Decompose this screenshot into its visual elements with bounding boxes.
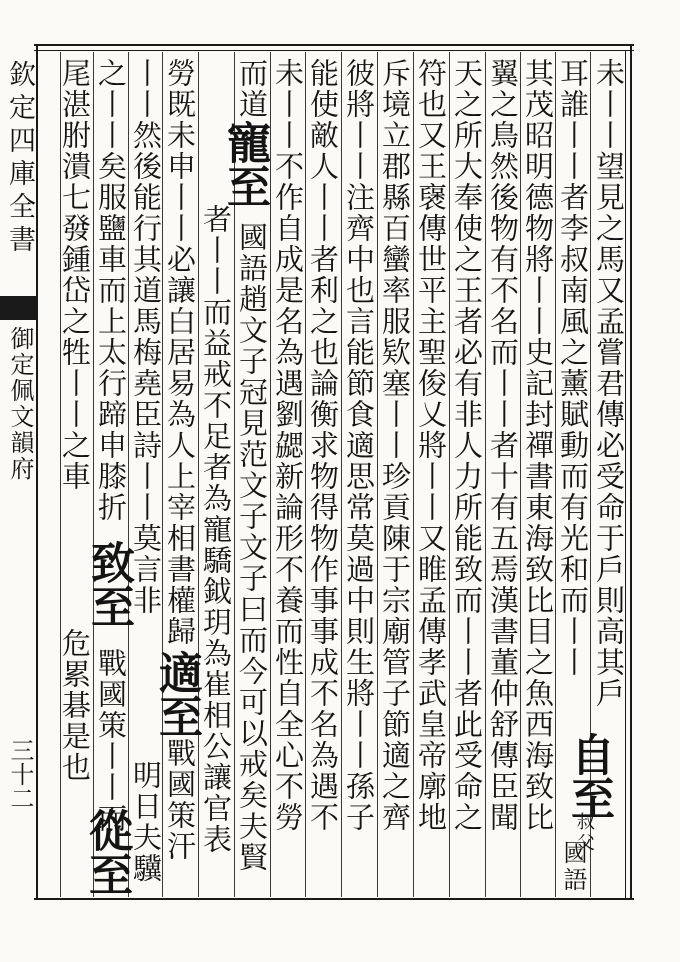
right-border-line	[630, 44, 632, 900]
text-column-7: 斥境立郡縣百蠻率服欵塞丨丨珍貢陳于宗廟管子節適之齊	[378, 58, 412, 833]
text-column-13: 勞既未申丨丨必讓白居易為人上宰相書權歸	[163, 58, 197, 647]
entry-heading-chong-zhi: 寵至	[219, 120, 270, 208]
text-column-13b: 戰國策汗	[163, 738, 197, 862]
text-column-6: 符也又王襃傳世平主聖俊乂將丨丨又睢孟傳孝武皇帝廓地	[414, 58, 448, 833]
text-column-15b: 戰國策丨丨而	[94, 648, 128, 834]
section-title: 御定佩文韻府	[6, 326, 34, 482]
text-column-16b: 危累碁是也	[58, 628, 92, 783]
text-column-2c: 叔父	[574, 812, 595, 854]
text-column-16: 尾湛胕潰七發鍾岱之牲丨丨之車	[58, 58, 92, 492]
top-border-inner-line	[34, 50, 634, 51]
text-column-2b: 國語	[559, 840, 587, 894]
text-column-2: 耳誰丨丨者李叔南風之薰賦動而有光和而丨丨	[556, 58, 590, 678]
text-column-15: 之丨丨矣服鹽車而上太行蹄申膝折	[94, 58, 128, 523]
spine-border-line	[36, 44, 38, 900]
bottom-border-line	[34, 898, 634, 900]
text-column-3: 其茂昭明德物將丨丨史記封禪書東海致比目之魚西海致比	[521, 58, 555, 833]
fish-tail-mark	[0, 296, 36, 320]
text-column-12: 者丨丨而益戒不足者為寵驕鉞玥為崔相公讓官表	[199, 204, 233, 855]
text-column-9: 能使敵人丨丨者利之也論衡求物得物作事事成不名為遇不	[306, 58, 340, 833]
entry-heading-cong-zhi: 從至	[81, 808, 132, 896]
text-column-1: 未丨丨望見之馬又孟嘗君傳必受命于戶則高其戶	[592, 58, 626, 709]
book-title: 欽定四庫全書	[4, 60, 35, 258]
text-column-11b: 國語趙文子冠見范文子文子曰而今可以戒矣夫賢	[235, 222, 269, 873]
page-number: 三十二	[6, 738, 34, 810]
entry-heading-zhi-zhi: 致至	[83, 540, 134, 628]
text-column-5: 天之所大奉使之王者必有非人力所能致而丨丨者此受命之	[450, 58, 484, 833]
text-column-8: 彼將丨丨注齊中也言能節食適思常莫過中則生將丨丨孫子	[342, 58, 376, 833]
top-border-line	[34, 44, 634, 46]
text-column-4: 翼之鳥然後物有不名而丨丨者十有五焉漢書董仲舒傳臣聞	[486, 58, 520, 833]
text-column-11a: 而道	[235, 58, 269, 120]
text-column-10: 未丨丨不作自成是名為遇劉勰新論形不養而性自全心不勞	[271, 58, 305, 833]
entry-heading-di-zhi: 適至	[151, 650, 202, 738]
text-column-14: 丨丨然後能行其道馬梅堯臣詩丨丨莫言非	[129, 58, 163, 616]
entry-heading-zi-zhi: 自至	[563, 732, 614, 820]
text-column-14b: 明日夫驥	[129, 760, 163, 884]
